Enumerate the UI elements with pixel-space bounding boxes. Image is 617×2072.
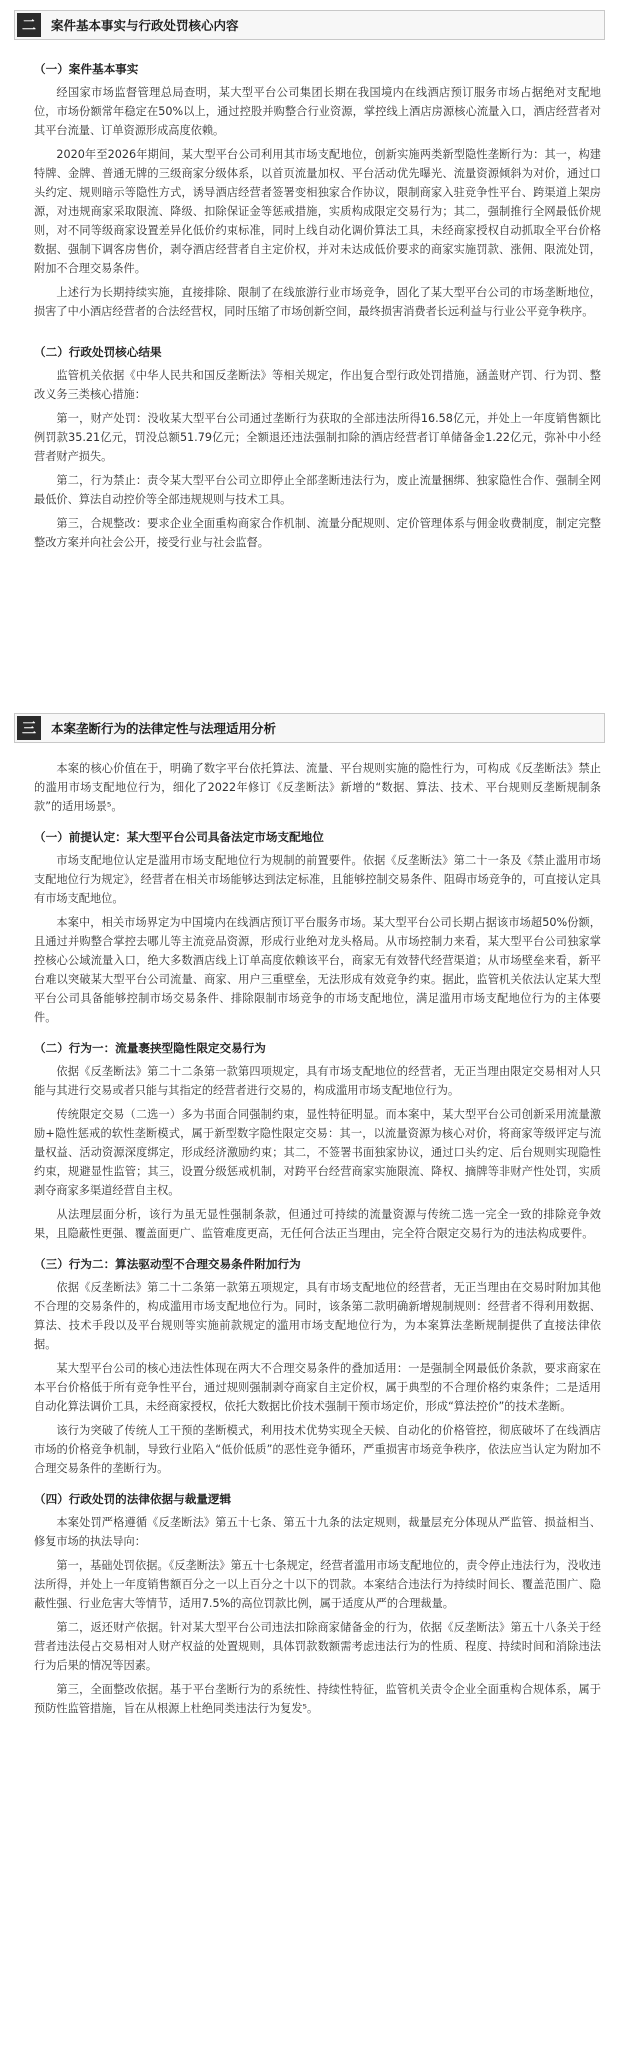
- subsection-heading: （三）行为二：算法驱动型不合理交易条件附加行为: [34, 1257, 301, 1271]
- section-number-badge: 三: [17, 716, 41, 740]
- section-title: 案件基本事实与行政处罚核心内容: [51, 18, 239, 33]
- paragraph: 某大型平台公司的核心违法性体现在两大不合理交易条件的叠加适用：一是强制全网最低价条款，要求商家在本平台价格低于所有竞争性平台，通过规则强制剥夺商家自主定价权，属于典型的不合理价格约束条件；二是适用自动化算法调价工具，未经商家授权，依托大数据比价技术强制干预市场定价，形成“算法控价”的技术垄断。: [34, 1362, 601, 1413]
- section-basic-facts: [0, 10, 617, 557]
- paragraph: 监管机关依据《中华人民共和国反垄断法》等相关规定，作出复合型行政处罚措施，涵盖财产罚、行为罚、整改义务三类核心措施：: [34, 369, 601, 401]
- paragraph: 从法理层面分析，该行为虽无显性强制条款，但通过可持续的流量资源与传统二选一完全一致的排除竞争效果，且隐蔽性更强、覆盖面更广、监管难度更高，无任何合法正当理由，完全符合限定交易行为的违法构成要件。: [34, 1208, 601, 1240]
- subsection-heading: （一）案件基本事实: [34, 62, 139, 76]
- paragraph: 本案处罚严格遵循《反垄断法》第五十七条、第五十九条的法定规则，裁量层充分体现从严监管、损益相当、修复市场的执法导向：: [34, 1516, 601, 1548]
- paragraph: 第二，行为禁止：责令某大型平台公司立即停止全部垄断违法行为，废止流量捆绑、独家隐性合作、强制全网最低价、算法自动控价等全部违规规则与技术工具。: [34, 474, 601, 506]
- section-header: [14, 10, 605, 40]
- intro-paragraph: 本案的核心价值在于，明确了数字平台依托算法、流量、平台规则实施的隐性行为，可构成《反垄断法》禁止的滥用市场支配地位行为，细化了2022年修订《反垄断法》新增的“数据、算法、技术、平台规则反垄断规制条款”的适用场景⁵。: [34, 762, 601, 813]
- paragraph: 第一，财产处罚：没收某大型平台公司通过垄断行为获取的全部违法所得16.58亿元，并处上一年度销售额比例罚款35.21亿元，罚没总额51.79亿元；全额退还违法强制扣除的酒店经营者订单储备金1.22亿元，弥补中小经营者财产损失。: [34, 412, 601, 463]
- subsection-heading: （四）行政处罚的法律依据与裁量逻辑: [34, 1492, 232, 1506]
- subsection-heading: （一）前提认定：某大型平台公司具备法定市场支配地位: [34, 830, 324, 844]
- paragraph: 该行为突破了传统人工干预的垄断模式，利用技术优势实现全天候、自动化的价格管控，彻底破坏了在线酒店市场的价格竞争机制，导致行业陷入“低价低质”的恶性竞争循环，严重损害市场竞争秩序，依法应当认定为附加不合理交易条件的垄断行为。: [34, 1424, 601, 1475]
- paragraph: 依据《反垄断法》第二十二条第一款第五项规定，具有市场支配地位的经营者，无正当理由在交易时附加其他不合理的交易条件的，构成滥用市场支配地位行为。同时，该条第二款明确新增规制规则：经营者不得利用数据、算法、技术手段以及平台规则等实施前款规定的滥用市场支配地位行为，为本案算法垄断规制提供了直接法律依据。: [34, 1281, 601, 1351]
- subsection-heading: （二）行政处罚核心结果: [34, 345, 162, 359]
- section-number-badge: 二: [17, 13, 41, 37]
- section-legal-analysis: [0, 713, 617, 1723]
- section-title: 本案垄断行为的法律定性与法理适用分析: [51, 721, 277, 736]
- paragraph: 本案中，相关市场界定为中国境内在线酒店预订平台服务市场。某大型平台公司长期占据该市场超50%份额，且通过并购整合掌控去哪儿等主流竞品资源，形成行业绝对龙头格局。从市场控制力来看，某大型平台公司独家掌控核心公域流量入口，绝大多数酒店线上订单高度依赖该平台，商家无有效替代经营渠道；从市场壁垒来看，新平台难以突破某大型平台公司流量、商家、用户三重壁垒，无法形成有效竞争约束。据此，监管机关依法认定某大型平台公司具备能够控制市场交易条件、排除限制市场竞争的市场支配地位，满足滥用市场支配地位行为的主体要件。: [34, 916, 601, 1024]
- section-content: [34, 60, 601, 552]
- paragraph: 第一，基础处罚依据。《反垄断法》第五十七条规定，经营者滥用市场支配地位的，责令停止违法行为，没收违法所得，并处上一年度销售额百分之一以上百分之十以下的罚款。本案结合违法行为持续时间长、覆盖范围广、隐蔽性强、行业危害大等情节，适用7.5%的高位罚款比例，属于适度从严的合理裁量。: [34, 1559, 601, 1610]
- paragraph: 经国家市场监督管理总局查明，某大型平台公司集团长期在我国境内在线酒店预订服务市场占据绝对支配地位，市场份额常年稳定在50%以上，通过控股并购整合行业资源，掌控线上酒店房源核心流量入口，酒店经营者对其平台流量、订单资源形成高度依赖。: [34, 86, 601, 137]
- paragraph: 传统限定交易（二选一）多为书面合同强制约束，显性特征明显。而本案中，某大型平台公司创新采用流量激励+隐性惩戒的软性垄断模式，属于新型数字隐性限定交易：其一，以流量资源为核心对价，将商家等级评定与流量权益、活动资源深度绑定，形成经济激励约束；其二，不签署书面独家协议，通过口头约定、后台规则实现隐性约束，规避显性监管；其三，设置分级惩戒机制，对跨平台经营商家实施限流、降权、摘牌等非财产性处罚，实质剥夺商家多渠道经营自主权。: [34, 1108, 601, 1197]
- paragraph: 第三，合规整改：要求企业全面重构商家合作机制、流量分配规则、定价管理体系与佣金收费制度，制定完整整改方案并向社会公开，接受行业与社会监督。: [34, 517, 601, 549]
- paragraph: 2020年至2026年期间，某大型平台公司利用其市场支配地位，创新实施两类新型隐性垄断行为：其一，构建特牌、金牌、普通无牌的三级商家分级体系，以首页流量加权、平台活动优先曝光、流量资源倾斜为对价，通过口头约定、规则暗示等隐性方式，诱导酒店经营者签署变相独家合作协议，限制商家入驻竞争性平台、跨渠道上架房源，对违规商家采取限流、降级、扣除保证金等惩戒措施，实质构成限定交易行为；其二，强制推行全网最低价规则，对不同等级商家设置差异化低价约束标准，同时上线自动化调价算法工具，未经商家授权自动抓取全平台价格数据、强制下调客房售价，剥夺酒店经营者自主定价权，并对未达成低价要求的商家实施罚款、涨佣、限流处罚，附加不合理交易条件。: [34, 148, 601, 275]
- paragraph: 上述行为长期持续实施，直接排除、限制了在线旅游行业市场竞争，固化了某大型平台公司的市场垄断地位，损害了中小酒店经营者的合法经营权，同时压缩了市场创新空间，最终损害消费者长远利益与行业公平竞争秩序。: [34, 286, 601, 318]
- paragraph: 市场支配地位认定是滥用市场支配地位行为规制的前置要件。依据《反垄断法》第二十一条及《禁止滥用市场支配地位行为规定》，经营者在相关市场能够达到法定标准，且能够控制交易条件、阻碍市场竞争的，可直接认定具有市场支配地位。: [34, 854, 601, 905]
- paragraph: 第二，返还财产依据。针对某大型平台公司违法扣除商家储备金的行为，依据《反垄断法》第五十八条关于经营者违法侵占交易相对人财产权益的处置规则，具体罚款数额需考虑违法行为的性质、程度、持续时间和消除违法行为后果的情况等因素。: [34, 1621, 601, 1672]
- section-content: [34, 759, 601, 1718]
- paragraph: 依据《反垄断法》第二十二条第一款第四项规定，具有市场支配地位的经营者，无正当理由限定交易相对人只能与其进行交易或者只能与其指定的经营者进行交易的，构成滥用市场支配地位行为。: [34, 1065, 601, 1097]
- paragraph: 第三，全面整改依据。基于平台垄断行为的系统性、持续性特征，监管机关责令企业全面重构合规体系，属于预防性监管措施，旨在从根源上杜绝同类违法行为复发⁵。: [34, 1683, 601, 1715]
- subsection-heading: （二）行为一：流量裹挟型隐性限定交易行为: [34, 1041, 266, 1055]
- section-header: [14, 713, 605, 743]
